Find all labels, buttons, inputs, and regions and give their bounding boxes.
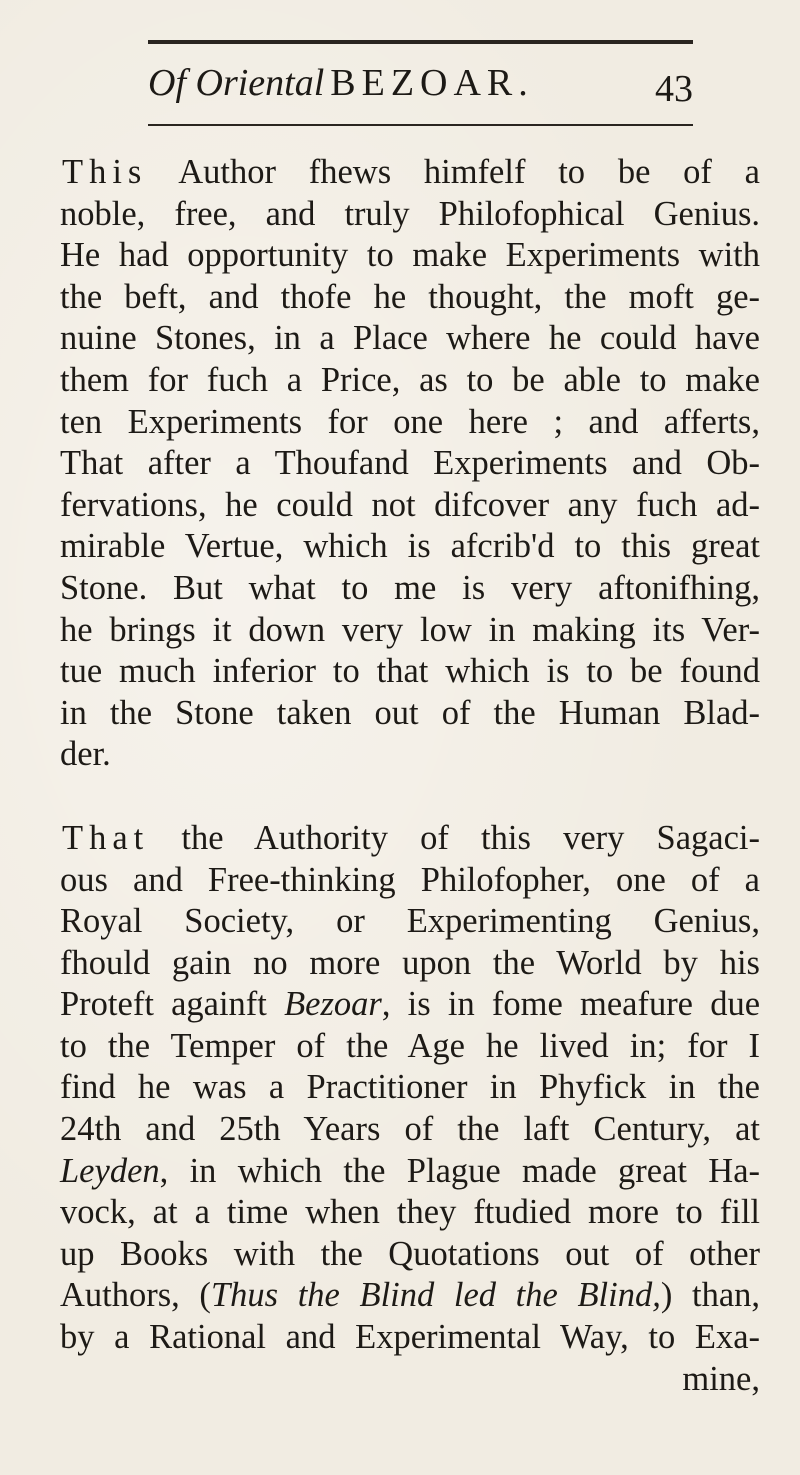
text-segment: Authors, (	[60, 1276, 211, 1315]
text-line: vock, at a time when they ftudied more to fill	[60, 1193, 760, 1232]
paragraph-2	[60, 818, 760, 1400]
text-line-body: Author fhews himfelf to be of a	[147, 153, 760, 191]
text-line-body: the Authority of this very Sagaci-	[149, 818, 760, 857]
paragraph-lead-word: That	[62, 818, 150, 857]
text-line	[60, 152, 760, 194]
running-title-italic: Of Oriental	[148, 62, 325, 104]
running-title-caps: BEZOAR.	[330, 62, 534, 104]
running-header	[148, 58, 693, 108]
running-title	[148, 58, 534, 108]
italic-quotation: Thus the Blind led the Blind,	[210, 1276, 661, 1315]
text-line: That after a Thoufand Experiments and Ob-	[60, 444, 760, 483]
text-line	[60, 818, 760, 860]
text-line: in the Stone taken out of the Human Blad-	[60, 693, 760, 732]
text-line: He had opportunity to make Experiments with	[60, 236, 760, 275]
text-segment: ) than,	[660, 1276, 761, 1315]
text-line: the beft, and thofe he thought, the moft ge-	[60, 277, 760, 316]
text-line: by a Rational and Experimental Way, to Exa-	[60, 1318, 760, 1357]
paragraph-1	[60, 152, 760, 776]
text-line: Stone. But what to me is very aftonifhing,	[60, 568, 760, 607]
text-line: nuine Stones, in a Place where he could have	[60, 319, 760, 358]
text-line: find he was a Practitioner in Phyfick in the	[60, 1068, 760, 1107]
text-line: ten Experiments for one here ; and afferts,	[60, 402, 760, 441]
italic-term: Bezoar	[284, 985, 382, 1024]
text-segment: , is in fome meafure due	[381, 985, 761, 1024]
text-segment: Proteft againft	[60, 985, 285, 1024]
text-line: fhould gain no more upon the World by his	[60, 943, 760, 982]
paragraph-gap	[60, 776, 760, 818]
text-line	[60, 1151, 760, 1193]
paragraph-lead-word: This	[62, 153, 148, 191]
top-rule	[148, 40, 693, 44]
text-line	[60, 1275, 760, 1317]
text-line: 24th and 25th Years of the laft Century, at	[60, 1110, 760, 1149]
text-line: noble, free, and truly Philofophical Genius.	[60, 194, 760, 233]
text-line: Royal Society, or Experimenting Genius,	[60, 902, 760, 941]
header-rule	[148, 124, 693, 126]
text-line: to the Temper of the Age he lived in; for I	[60, 1026, 760, 1065]
text-line: ous and Free-thinking Philofopher, one of a	[60, 860, 760, 899]
text-line	[60, 984, 760, 1026]
text-line: he brings it down very low in making its Ver-	[60, 610, 760, 649]
page-number: 43	[655, 68, 693, 110]
body-text	[60, 152, 760, 1400]
text-line: der.	[60, 735, 111, 774]
text-line: mirable Vertue, which is afcrib'd to this great	[60, 527, 760, 566]
text-line: tue much inferior to that which is to be found	[60, 652, 760, 691]
text-segment: , in which the Plague made great Ha-	[159, 1151, 760, 1190]
catchword: mine,	[682, 1359, 760, 1398]
text-line: up Books with the Quotations out of other	[60, 1234, 760, 1273]
italic-place-name: Leyden	[60, 1151, 160, 1190]
text-line: fervations, he could not difcover any fuch ad-	[60, 485, 760, 524]
text-line: them for fuch a Price, as to be able to make	[60, 360, 760, 399]
